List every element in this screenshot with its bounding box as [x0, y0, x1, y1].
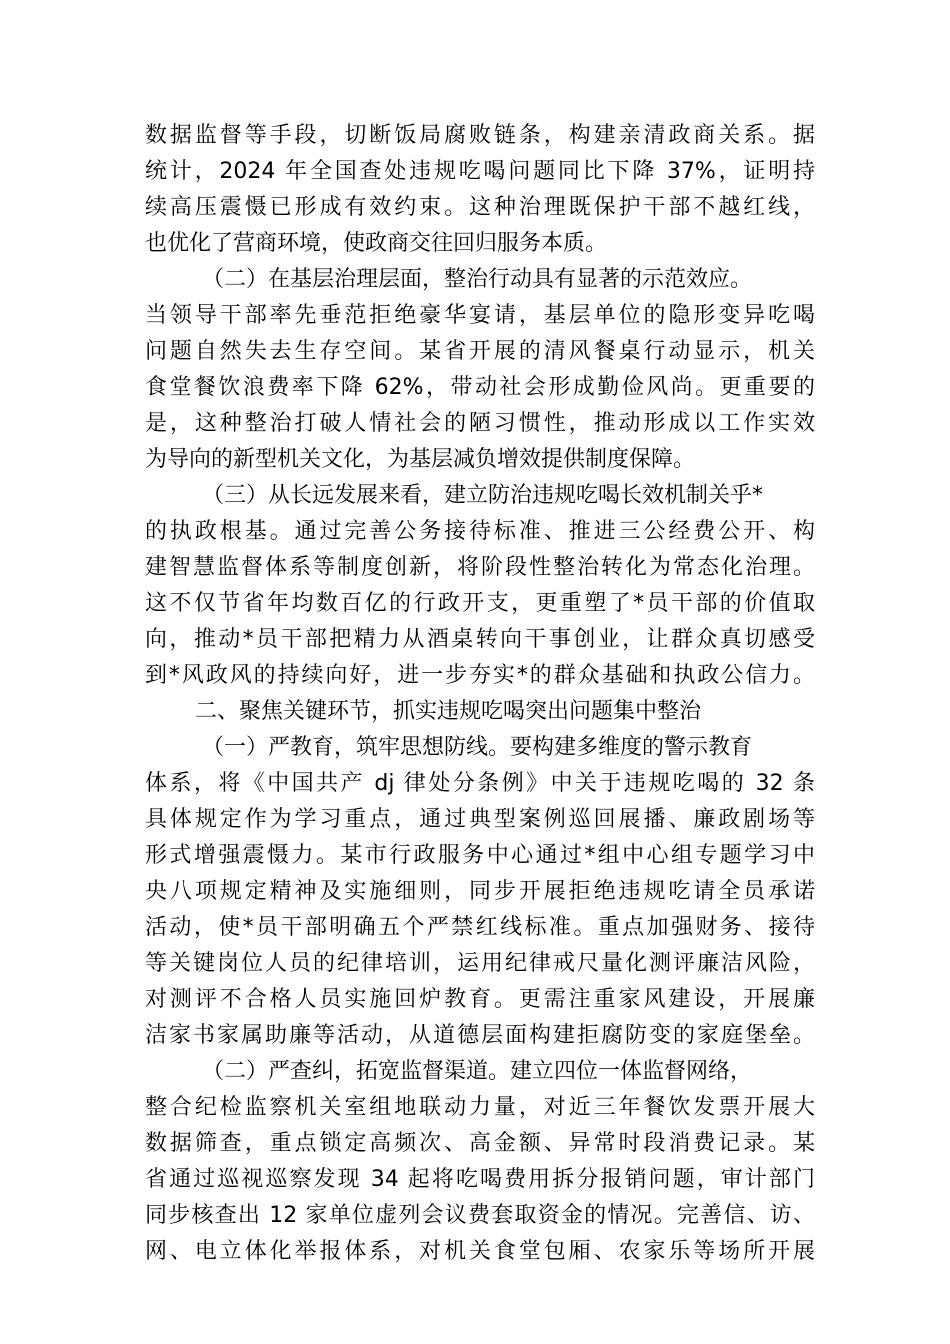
text-line: 食堂餐饮浪费率下降 62%，带动社会形成勤俭风尚。更重要的: [145, 375, 815, 400]
text-line: 的执政根基。通过完善公务接待标准、推进三公经费公开、构: [145, 519, 815, 544]
text-line: 等关键岗位人员的纪律培训，运用纪律戒尺量化测评廉洁风险，: [145, 951, 815, 976]
text-line: 网、电立体化举报体系，对机关食堂包厢、农家乐等场所开展: [145, 1239, 815, 1264]
text-line: 同步核查出 12 家单位虚列会议费套取资金的情况。完善信、访、: [145, 1203, 815, 1228]
text-line: 整合纪检监察机关室组地联动力量，对近三年餐饮发票开展大: [145, 1095, 815, 1120]
text-line: 建智慧监督体系等制度创新，将阶段性整治转化为常态化治理。: [145, 555, 815, 580]
text-line: 体系，将《中国共产 dj 律处分条例》中关于违规吃喝的 32 条: [145, 771, 815, 796]
text-line: 央八项规定精神及实施细则，同步开展拒绝违规吃请全员承诺: [145, 879, 815, 904]
text-line: 统计，2024 年全国查处违规吃喝问题同比下降 37%，证明持: [145, 159, 815, 184]
text-line: 洁家书家属助廉等活动，从道德层面构建拒腐防变的家庭堡垒。: [145, 1023, 815, 1048]
text-line: 为导向的新型机关文化，为基层减负增效提供制度保障。: [145, 447, 696, 472]
text-line: 向，推动*员干部把精力从酒桌转向干事创业，让群众真切感受: [145, 627, 815, 652]
text-line: 到*风政风的持续向好，进一步夯实*的群众基础和执政公信力。: [145, 663, 815, 688]
text-line: 数据监督等手段，切断饭局腐败链条，构建亲清政商关系。据: [145, 123, 815, 148]
subsection-heading: （三）从长远发展来看，建立防治违规吃喝长效机制关乎*: [202, 483, 764, 508]
text-line: 具体规定作为学习重点，通过典型案例巡回展播、廉政剧场等: [145, 807, 815, 832]
text-line: 是，这种整治打破人情社会的陋习惯性，推动形成以工作实效: [145, 411, 815, 436]
text-line: 形式增强震慑力。某市行政服务中心通过*组中心组专题学习中: [145, 843, 815, 868]
text-line: 这不仅节省年均数百亿的行政开支，更重塑了*员干部的价值取: [145, 591, 815, 616]
subsection-heading: （二）在基层治理层面，整治行动具有显著的示范效应。: [202, 267, 753, 292]
text-line: 数据筛查，重点锁定高频次、高金额、异常时段消费记录。某: [145, 1131, 815, 1156]
section-heading: 二、聚焦关键环节，抓实违规吃喝突出问题集中整治: [195, 699, 702, 724]
text-line: 活动，使*员干部明确五个严禁红线标准。重点加强财务、接待: [145, 915, 815, 940]
document-body: [145, 118, 815, 1270]
text-line: 问题自然失去生存空间。某省开展的清风餐桌行动显示，机关: [145, 339, 815, 364]
subsection-heading: （一）严教育，筑牢思想防线。要构建多维度的警示教育: [202, 735, 753, 760]
text-line: 对测评不合格人员实施回炉教育。更需注重家风建设，开展廉: [145, 987, 815, 1012]
text-line: 也优化了营商环境，使政商交往回归服务本质。: [145, 231, 608, 256]
subsection-heading: （二）严查纠，拓宽监督渠道。建立四位一体监督网络，: [202, 1059, 753, 1084]
text-line: 省通过巡视巡察发现 34 起将吃喝费用拆分报销问题，审计部门: [145, 1167, 815, 1192]
text-line: 续高压震慑已形成有效约束。这种治理既保护干部不越红线，: [145, 195, 815, 220]
text-line: 当领导干部率先垂范拒绝豪华宴请，基层单位的隐形变异吃喝: [145, 303, 815, 328]
